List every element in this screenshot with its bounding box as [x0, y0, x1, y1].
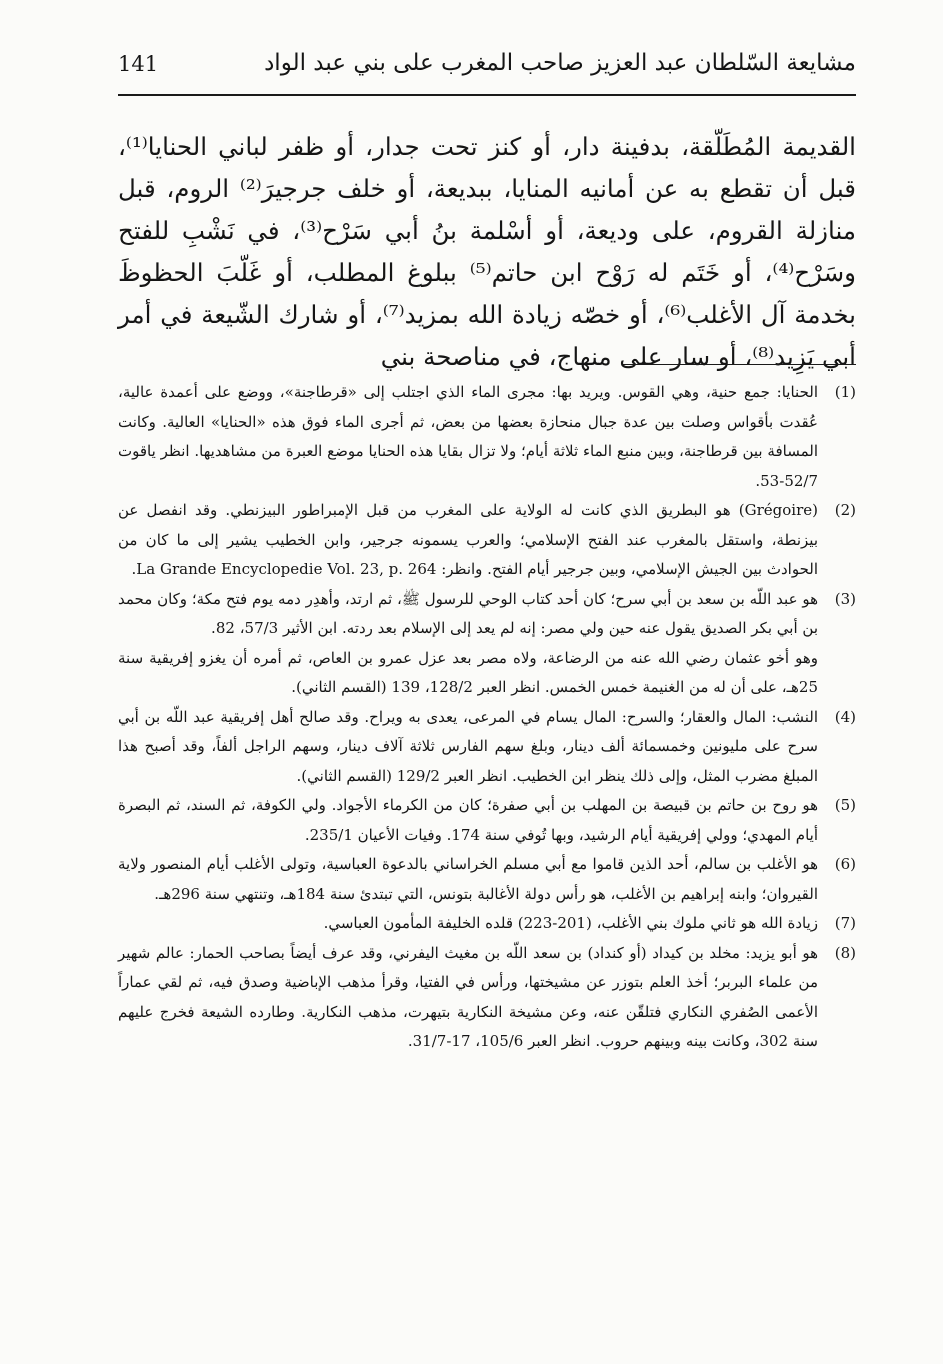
footnote-number: (8): [834, 943, 856, 962]
footnote-text: الحنايا: جمع حنية، وهي القوس. ويريد بها: مجرى الماء الذي اجتلب إلى «قرطاجنة»، ووضع على أعمدة عالية، عُقدت بأقواس وصلت بين عدة جبال منحازة بعضها من بعض، ثم أجرى الماء فوق هذه «الحنايا» العالية. وكانت المسافة بين قرطاجنة، وبين منبع الماء ثلاثة أيام؛ ولا تزال بقايا هذه الحنايا موضع العبرة من مشاهديها. انظر ياقوت 52/7-53.: [118, 383, 818, 490]
main-text: [118, 126, 856, 378]
running-title: مشايعة السّلطان عبد العزيز صاحب المغرب على بني عبد الواد: [264, 50, 856, 76]
footnote-continuation: وهو أخو عثمان رضي الله عنه من الرضاعة، ولاه مصر بعد عزل عمرو بن العاص، ثم أمره أن يغزو إفريقية سنة 25هـ، على أن له من الغنيمة خمس الخمس. انظر العبر 128/2، 139 (القسم الثاني).: [118, 648, 818, 696]
footnote-text: (Grégoire) هو البطريق الذي كانت له الولاية على المغرب من قبل الإمبراطور البيزنطي. وقد انفصل عن بيزنطة، واستقل بالمغرب عند الفتح الإسلامي؛ والعرب يسمونه جرجير، وابن الخطيب يشير إلى ما كان من الحوادث بين الجيش الإسلامي، وبين جرجير أيام الفتح. وانظر: La Grande Encyclopedie Vol. 23, p. 264.: [118, 501, 818, 578]
footnote-text: هو الأغلب بن سالم، أحد الذين قاموا مع أبي مسلم الخراساني بالدعوة العباسية، وتولى الأغلب أيام المنصور ولاية القيروان؛ وابنه إبراهيم بن الأغلب، هو رأس دولة الأغالبة بتونس، التي تبتدئ سنة 184هـ، وتنتهي سنة 296هـ.: [118, 855, 818, 903]
footnote-text: هو روح بن حاتم بن قبيصة بن المهلب بن أبي صفرة؛ كان من الكرماء الأجواد. ولي الكوفة، ثم السند، ثم البصرة أيام المهدي؛ وولي إفريقية أيام الرشيد، وبها تُوفي سنة 174. وفيات الأعيان 235/1.: [118, 796, 818, 844]
footnote-number: (1): [834, 383, 856, 401]
footnote-number: (6): [834, 855, 856, 873]
page-number: 141: [118, 52, 159, 76]
footnote-text: هو عبد اللّه بن سعد بن أبي سرح؛ كان أحد كتاب الوحي للرسول ﷺ، ثم ارتد، وأهدِر دمه يوم فتح مكة؛ وكان محمد بن أبي بكر الصديق يقول عنه حين ولي مصر: إنه لم يعد إلى الإسلام بعد ردته. ابن الأثير 57/3، 82.: [118, 589, 818, 637]
footnote-number: (4): [834, 707, 856, 726]
footnote: [118, 703, 856, 792]
footnote-number: (5): [834, 796, 856, 814]
footnote-text: زيادة الله هو ثاني ملوك بني الأغلب، (201-223) قلده الخليفة المأمون العباسي.: [323, 914, 818, 932]
footnote: [118, 791, 856, 850]
footnote: [118, 585, 856, 703]
footnote-text: النشب: المال والعقار؛ والسرح: المال يسام في المرعى، يعدى به ويراح. وقد صالح أهل إفريقية عبد اللّه بن أبي سرح على مليونين وخمسمائة ألف دينار، وبلغ سهم الفارس ثلاثة آلاف دينار، وسهم الراجل ألفاً، وقد أصبح هذا المبلغ مضرب المثل، وإلى ذلك ينظر ابن الخطيب. انظر العبر 129/2 (القسم الثاني).: [118, 707, 818, 785]
footnote-divider: [623, 364, 856, 365]
footnote: [118, 378, 856, 496]
header-divider: [118, 94, 856, 96]
page-header: [118, 44, 856, 88]
footnote-number: (3): [834, 589, 856, 608]
footnote-number: (7): [834, 914, 856, 932]
footnote-number: (2): [834, 501, 856, 519]
footnote-text: هو أبو يزيد: مخلد بن كيداد (أو كنداد) بن سعد اللّه بن مغيث اليفرني، وقد عرف أيضاً بصاحب الحمار: عالم شهير من علماء البربر؛ أخذ العلم بتوزر عن مشيختها، ورأس في الفتيا، وقرأ مذهب الإباضية وصدق فيه، ثم لقي عماراً الأعمى الصُفري النكاري فتلقّن عنه، وعن مشيخة النكارية بتيهرت، مذهب النكارية. وطارده الشيعة فخرج عليهم سنة 302، وكانت بينه وبينهم حروب. انظر العبر 105/6، 17-31/7.: [118, 943, 818, 1050]
footnotes: [118, 378, 856, 1057]
footnote: [118, 939, 856, 1057]
body-paragraph: القديمة المُطَلّقة، بدفينة دار، أو كنز تحت جدار، أو ظفر لباني الحنايا⁽¹⁾، قبل أن تقطع به عن أمانيه المنايا، ببديعة، أو خلف جرجيرَ⁽²⁾ الروم، قبل منازلة القروم، على وديعة، أو أسْلمة بنُ أبي سَرْح⁽³⁾، في نَشْبِ للفتح وسَرْح⁽⁴⁾، أو خَتَم له رَوْح ابن حاتم⁽⁵⁾ ببلوغ المطلب، أو غَلّبَ الحظوظَ بخدمة آل الأغلب⁽⁶⁾، أو خصّه زيادة الله بمزيد⁽⁷⁾، أو شارك الشّيعة في أمر أبي يَزِيد⁽⁸⁾، أو سار على منهاج، في مناصحة بني: [118, 132, 857, 371]
footnote: [118, 496, 856, 585]
footnote: [118, 909, 856, 939]
footnote: [118, 850, 856, 909]
